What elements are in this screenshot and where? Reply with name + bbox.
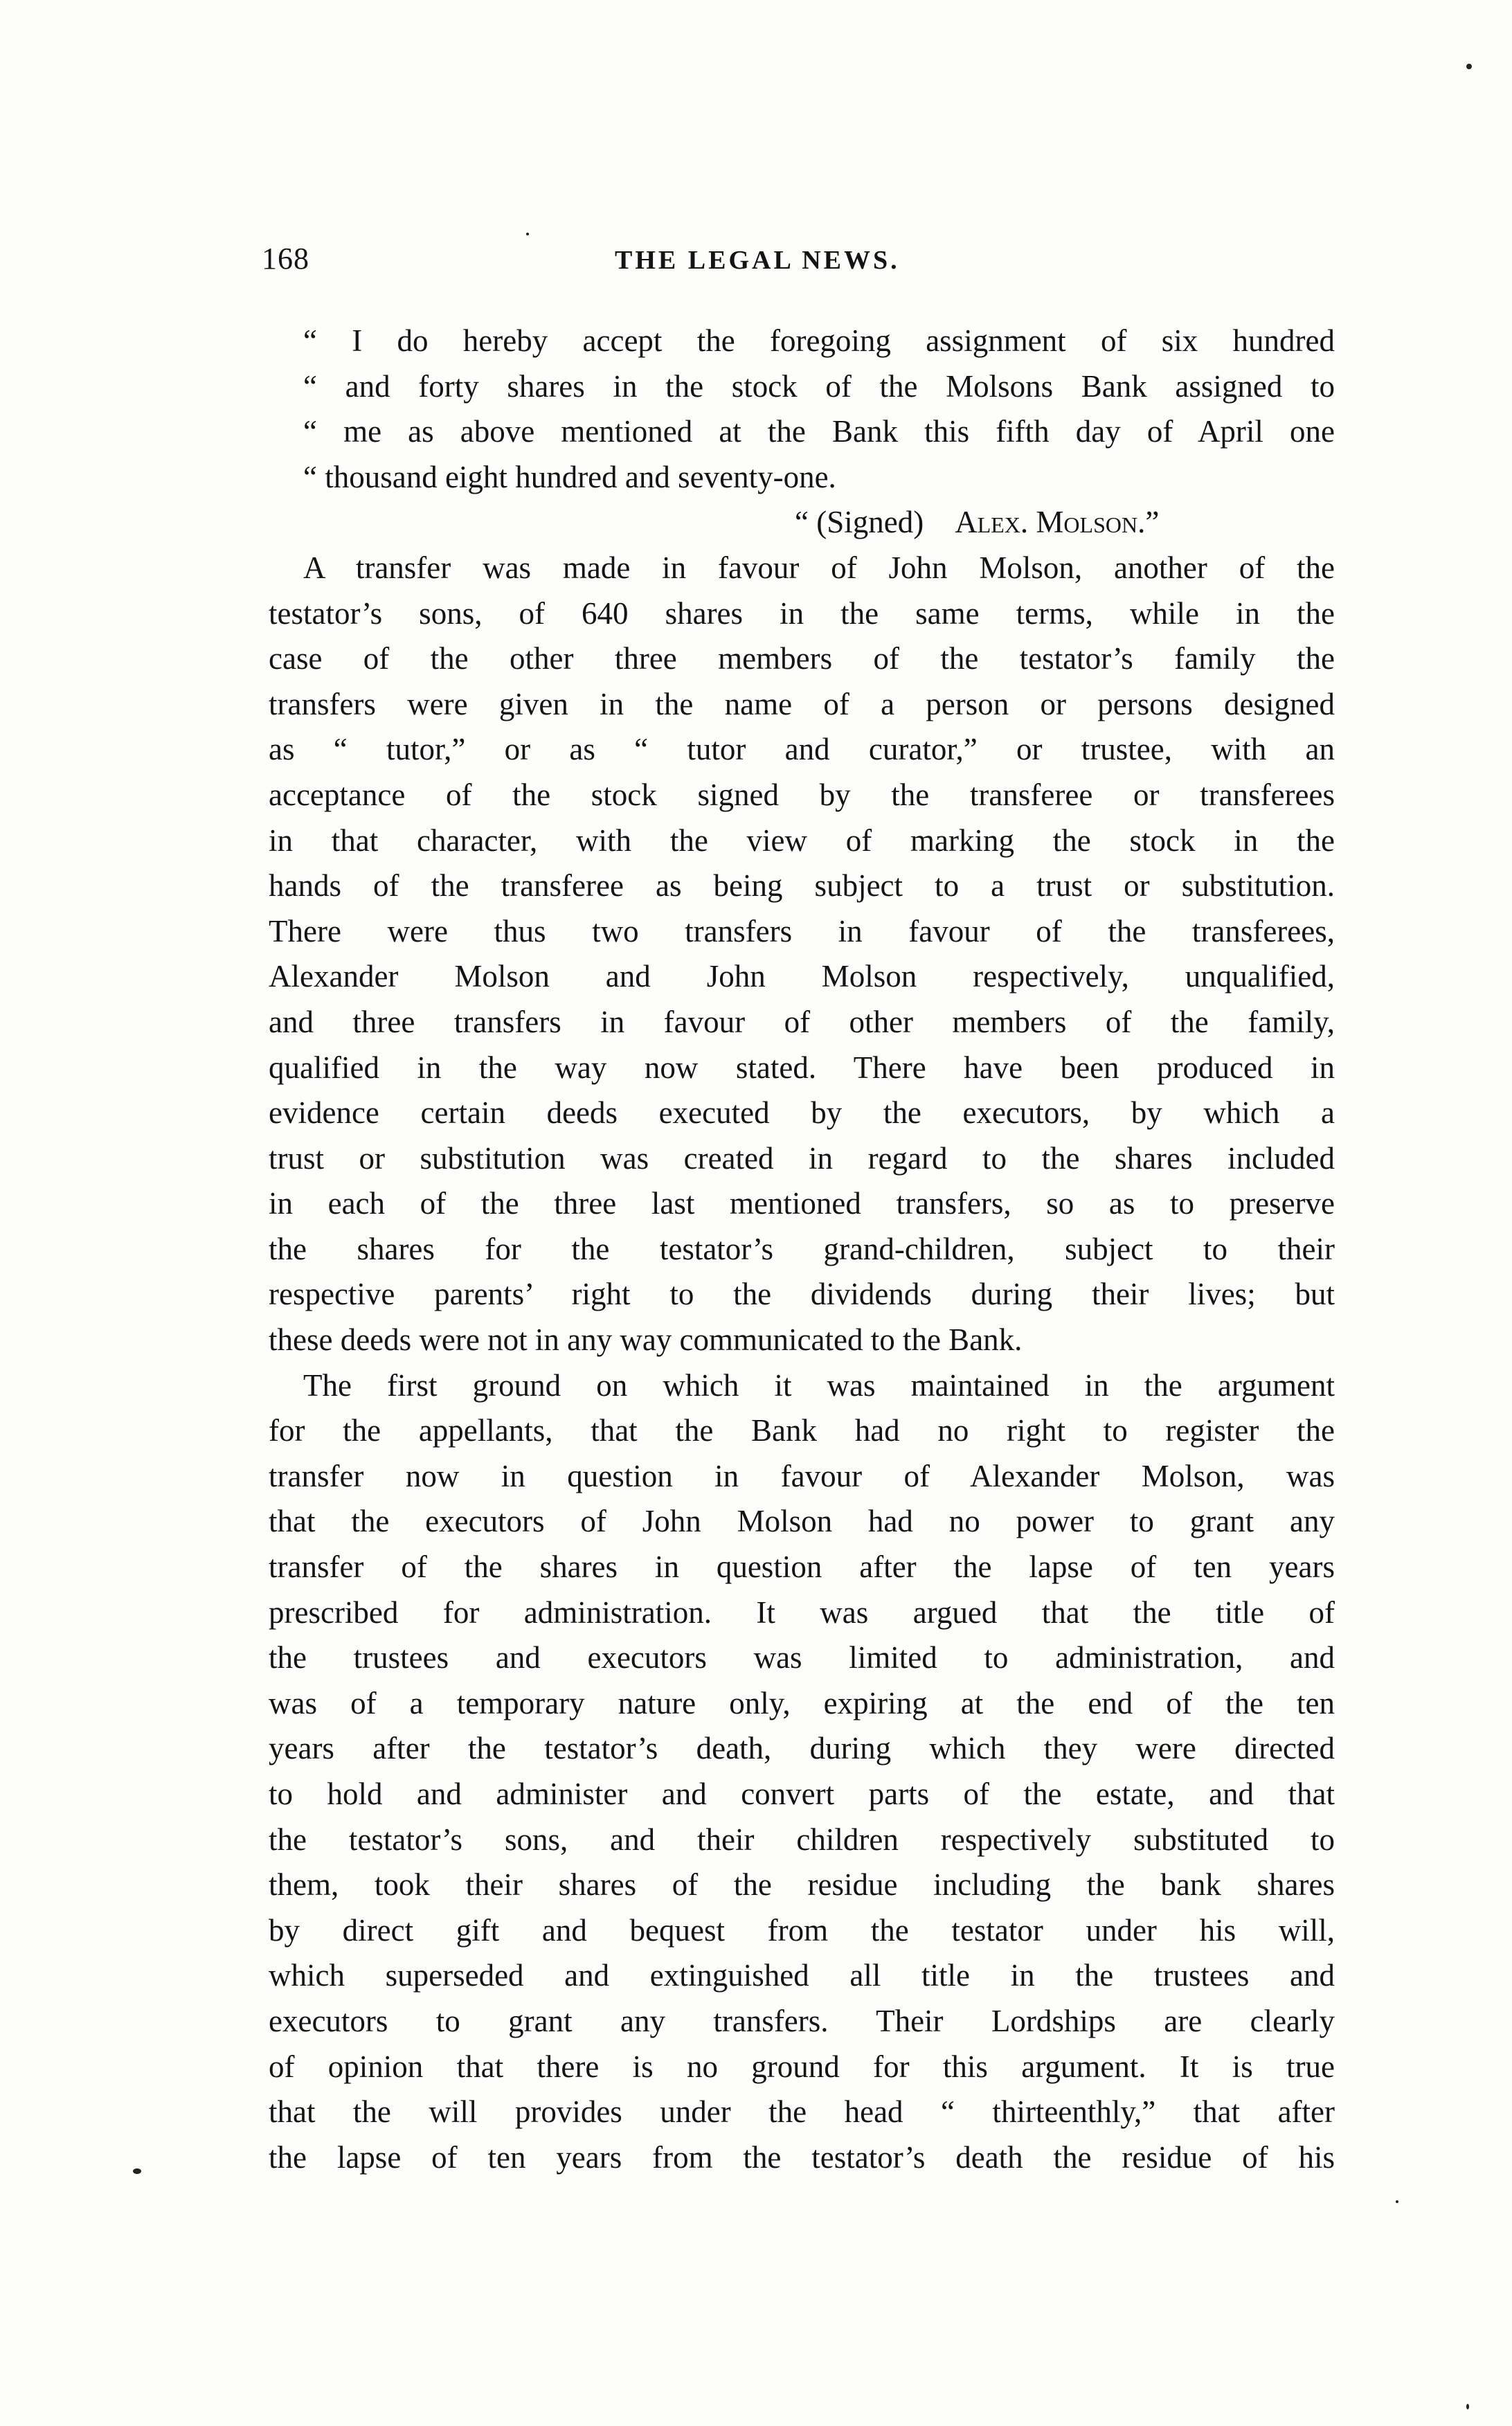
signature-prefix: “ (Signed) [795, 505, 924, 540]
scan-speck [1466, 2404, 1469, 2409]
text-line: that the executors of John Molson had no power to grant any [269, 1504, 1335, 1539]
text-line: transfer of the shares in question after the lapse of ten years [269, 1549, 1335, 1585]
text-line: to hold and administer and convert parts of the estate, and that [269, 1777, 1335, 1811]
text-line: A transfer was made in favour of John Molson, another of the [303, 550, 1335, 585]
text-line: Alexander Molson and John Molson respectively, unqualified, [269, 959, 1335, 994]
text-line: and three transfers in favour of other members of the family, [269, 1004, 1335, 1039]
text-line: which superseded and extinguished all title in the trustees and [269, 1958, 1335, 1993]
page-number: 168 [262, 242, 309, 276]
text-line: the lapse of ten years from the testator’s death the residue of his [269, 2139, 1335, 2175]
text-line: case of the other three members of the testator’s family the [269, 641, 1335, 676]
text-line: executors to grant any transfers. Their Lordships are clearly [269, 2003, 1335, 2038]
text-line: There were thus two transfers in favour of the transferees, [269, 913, 1335, 949]
signature-name: Alex. Molson.” [955, 505, 1160, 540]
body-text [269, 318, 1335, 2180]
text-line: in that character, with the view of marking the stock in the [269, 823, 1335, 858]
text-line: hands of the transferee as being subject to a trust or substitution. [269, 868, 1335, 904]
text-line: the shares for the testator’s grand-children, subject to their [269, 1231, 1335, 1266]
text-line: for the appellants, that the Bank had no right to register the [269, 1413, 1335, 1448]
text-line: transfer now in question in favour of Alexander Molson, was [269, 1458, 1335, 1493]
text-line: by direct gift and bequest from the testator under his will, [269, 1912, 1335, 1948]
text-line: in each of the three last mentioned transfers, so as to preserve [269, 1186, 1335, 1221]
text-line: the trustees and executors was limited to administration, and [269, 1640, 1335, 1675]
text-line: evidence certain deeds executed by the executors, by which a [269, 1095, 1335, 1131]
text-line: acceptance of the stock signed by the transferee or transferees [269, 777, 1335, 812]
text-line: testator’s sons, of 640 shares in the same terms, while in the [269, 595, 1335, 631]
signature-line [269, 500, 1335, 546]
text-line: them, took their shares of the residue including the bank shares [269, 1867, 1335, 1903]
text-line: of opinion that there is no ground for this argument. It is true [269, 2049, 1335, 2084]
text-line: qualified in the way now stated. There have been produced in [269, 1050, 1335, 1085]
text-line: trust or substitution was created in regard to the shares included [269, 1140, 1335, 1176]
transfer-paragraph [269, 546, 1335, 1363]
text-line: “ me as above mentioned at the Bank this fifth day of April one [303, 414, 1335, 449]
page-header [262, 241, 1342, 289]
text-line: respective parents’ right to the dividends during their lives; but [269, 1277, 1335, 1312]
text-line: that the will provides under the head “ thirteenthly,” that after [269, 2094, 1335, 2130]
quoted-acceptance-paragraph [269, 318, 1335, 500]
scan-speck [1466, 64, 1472, 69]
text-line: “ I do hereby accept the foregoing assignment of six hundred [303, 323, 1335, 358]
text-line: “ and forty shares in the stock of the Molsons Bank assigned to [303, 368, 1335, 404]
text-line: years after the testator’s death, during which they were directed [269, 1731, 1335, 1766]
scan-speck [526, 233, 529, 235]
running-head: THE LEGAL NEWS. [615, 246, 900, 275]
text-line: transfers were given in the name of a person or persons designed [269, 686, 1335, 721]
text-line: prescribed for administration. It was argued that the title of [269, 1594, 1335, 1630]
text-line: The first ground on which it was maintained in the argument [303, 1367, 1335, 1403]
scan-speck [1396, 2200, 1398, 2203]
text-line: these deeds were not in any way communicated to the Bank. [269, 1322, 1023, 1358]
text-line: as “ tutor,” or as “ tutor and curator,” or trustee, with an [269, 732, 1335, 767]
text-line: was of a temporary nature only, expiring at the end of the ten [269, 1685, 1335, 1720]
scan-speck [133, 2168, 141, 2174]
text-line: the testator’s sons, and their children respectively substituted to [269, 1822, 1335, 1857]
text-line: “ thousand eight hundred and seventy-one. [303, 459, 836, 494]
argument-paragraph [269, 1363, 1335, 2181]
